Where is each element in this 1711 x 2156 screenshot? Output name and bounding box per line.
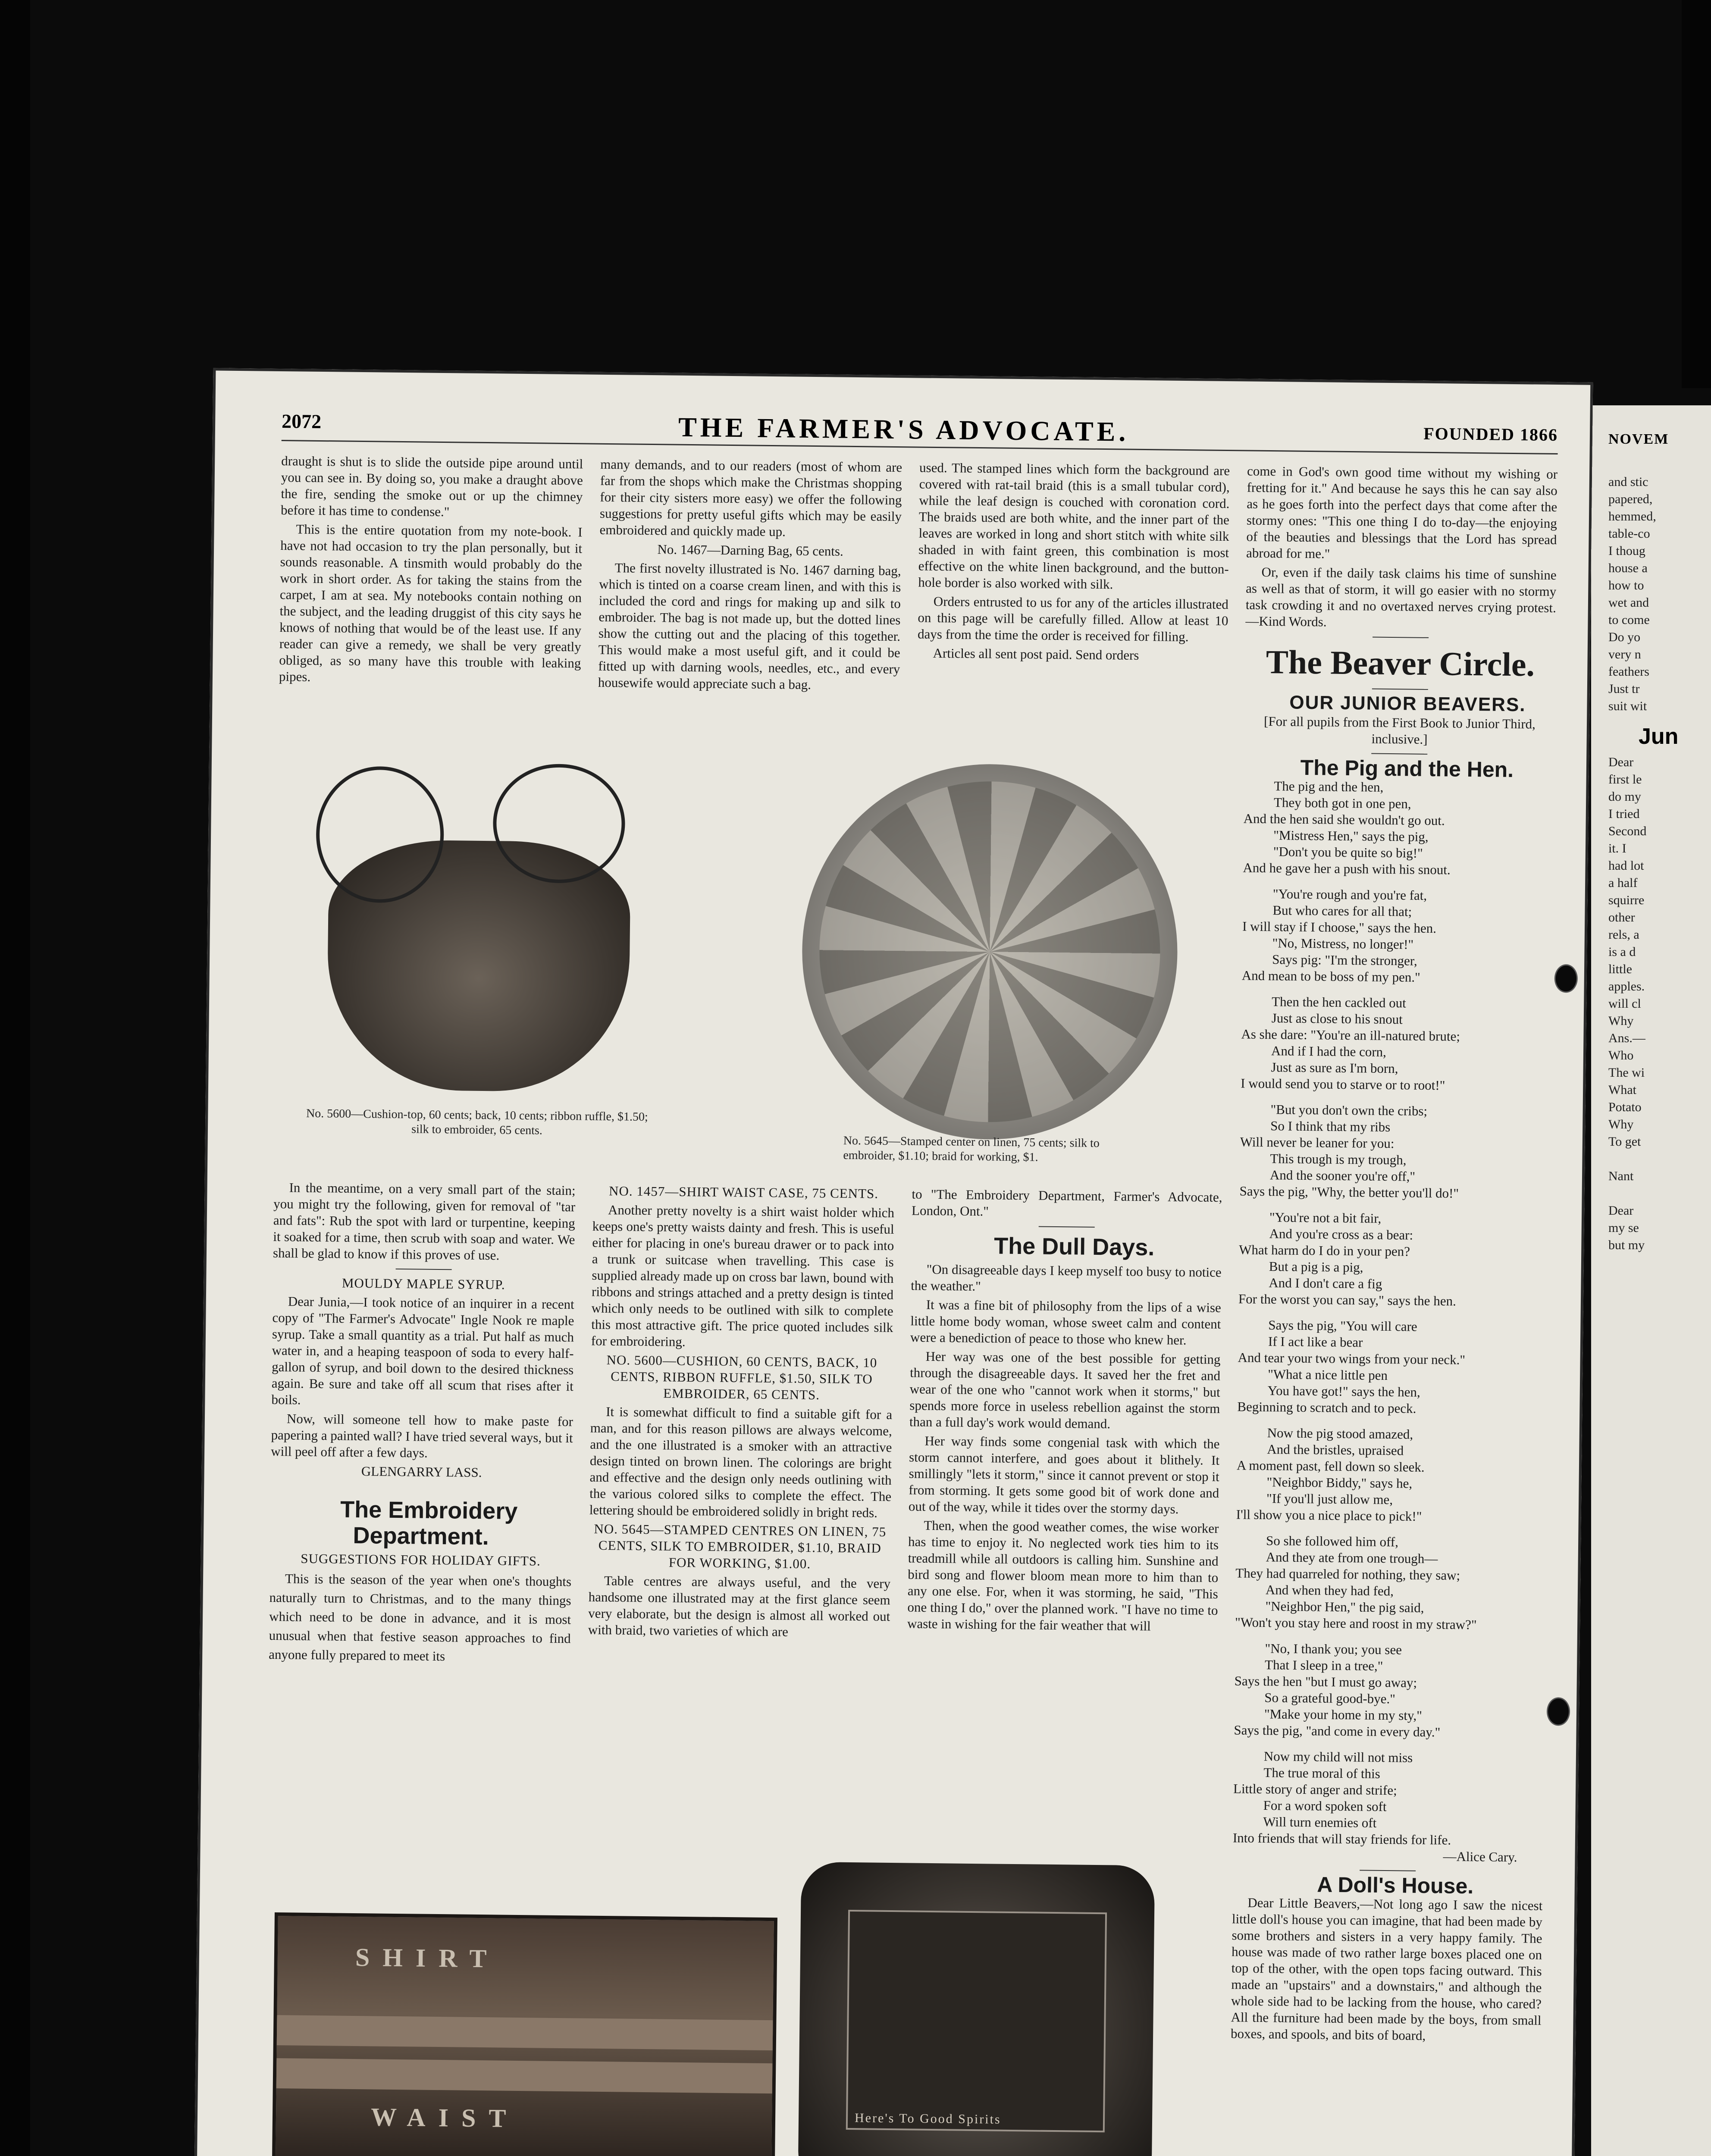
poem-line: "Won't you stay here and roost in my straw?" (1235, 1614, 1477, 1633)
stamped-centre-image (800, 762, 1179, 1141)
letter-signature: GLENGARRY LASS. (361, 1463, 482, 1480)
darning-bag-scene (846, 1910, 1107, 2132)
fragment-line: rels, a (1608, 928, 1639, 942)
adjacent-page-fragments-top (1591, 448, 1711, 715)
fragment-line: I thoug (1608, 544, 1645, 558)
paragraph: used. The stamped lines which form the background are covered with rat-tail braid (this is a small tubular cord), while the leaf design is couched with coronation cord. The braids used are both white, and the inner part of the leaves are worked in long and short stitch with white silk shaded in with faint green, this combination is most effective on the white linen background, and the button-hole border is also worked with silk. (918, 460, 1230, 592)
poem-line: "You're not a bit fair, (1269, 1210, 1382, 1226)
fragment-line: To get (1608, 1134, 1641, 1149)
poem-line: Says the pig, "Why, the better you'll do!" (1239, 1183, 1459, 1201)
fragment-line: had lot (1608, 859, 1644, 873)
adjacent-page-header: NOVEM (1608, 431, 1669, 447)
poem-line: Into friends that will stay friends for life. (1232, 1830, 1451, 1848)
poem-line: For a word spoken soft (1263, 1798, 1387, 1814)
poem-line: Now the pig stood amazed, (1267, 1425, 1413, 1442)
fragment-line: it. I (1608, 841, 1626, 856)
paragraph: Another pretty novelty is a shirt waist holder which keeps one's pretty waists dainty and fresh. This is useful either for placing in one's bureau drawer or to pack into a trunk or suitcase when travelling. This case is supplied already made up on cross bar lawn, bound with ribbons and strings attached and a pretty design is tinted which only needs to be outlined with silk to complete this most attractive gift. The price quoted includes silk for embroidering. (591, 1202, 895, 1349)
poem-line: Says the hen "but I must go away; (1234, 1673, 1417, 1690)
item-heading: No. 1467—Darning Bag, 65 cents. (657, 542, 843, 559)
junior-beavers-note: [For all pupils from the First Book to Junior Third, inclusive.] (1263, 713, 1536, 747)
fragment-line: Just tr (1608, 682, 1640, 696)
fragment-line: to come (1608, 613, 1650, 627)
paragraph: This is the season of the year when one's thoughts naturally turn to Christmas, and to the many things which need to be done in advance, and it is most unusual when that festive season approaches to find anyone fully prepared to meet its (269, 1571, 572, 1664)
fragment-line: suit wit (1608, 699, 1647, 713)
poem-line: "You're rough and you're fat, (1272, 886, 1427, 903)
paragraph: Dear Junia,—I took notice of an inquirer in a recent copy of "The Farmer's Advocate" Ingle Nook re maple syrup. Take a small quantity as a trial. Put half as much water in, and a heaping teaspoon of soda to every half-gallon of syrup, and boil down to the desired thickness again. Be sure and take off all scum that rises after it boils. (271, 1294, 574, 1407)
fragment-line: a half (1608, 876, 1638, 890)
paragraph: come in God's own good time without my wishing or fretting for it." And because he says this he can say also as he goes forth into the perfect days that come after the stormy ones: "This one thing I do to-day—the enjoying of the beauties and blessings that the Lord has spread abroad for me." (1246, 463, 1558, 561)
poem-line: So she followed him off, (1266, 1533, 1399, 1550)
binding-hole (1554, 964, 1578, 993)
fragment-line: Dear (1608, 1203, 1634, 1218)
poem-line: Says the pig, "and come in every day." (1234, 1722, 1441, 1740)
paragraph: In the meantime, on a very small part of the stain; you might try the following, given for removal of "tar and fats": Rub the spot with lard or turpentine, keeping it soaked for a time, then scrub with soap and water. We shall be glad to know if this proves of use. (273, 1180, 576, 1263)
stamped-centre-caption: No. 5645—Stamped center on linen, 75 cents; silk to embroider, $1.10; braid for working, $1. (843, 1134, 1100, 1164)
paragraph: to "The Embroidery Department, Farmer's Advocate, London, Ont." (911, 1186, 1222, 1219)
poem-line: And when they had fed, (1265, 1582, 1394, 1599)
paragraph: draught is shut is to slide the outside pipe around until you can see in. By doing so, you make a draught above the fire, sending the smoke out or up the chimney before it has time to condense." (280, 453, 583, 520)
section-rule (1371, 753, 1427, 755)
poem-line: They both got in one pen, (1273, 795, 1411, 812)
poem-line: Little story of anger and strife; (1233, 1781, 1397, 1798)
item-heading: NO. 1457—SHIRT WAIST CASE, 75 CENTS. (608, 1183, 879, 1201)
poem-line: "Neighbor Hen," the pig said, (1265, 1598, 1424, 1615)
fragment-line: table-co (1608, 526, 1650, 541)
section-rule (1039, 1226, 1095, 1228)
poem-line: Just as close to his snout (1271, 1010, 1403, 1027)
adjacent-page-fragments-bottom (1591, 754, 1711, 1254)
fragment-line: very n (1608, 647, 1641, 661)
fragment-line: Dear (1608, 755, 1634, 769)
poem-line: "No, Mistress, no longer!" (1272, 935, 1414, 952)
poem-line: A moment past, fell down so sleek. (1236, 1457, 1425, 1475)
poem-line: So I think that my ribs (1270, 1118, 1391, 1135)
poem-line: That I sleep in a tree," (1264, 1657, 1383, 1673)
fragment-line: first le (1608, 772, 1642, 787)
paragraph: Dear Little Beavers,—Not long ago I saw the nicest little doll's house you can imagine, that had been made by some brothers and sisters in a very happy family. The house was made of two rather large boxes placed one on top of the other, with the open tops facing outward. This made an "upstairs" and a downstairs," and although the whole side had to be lacking from the house, who cared? All the furniture had been made by the boys, from small boxes, and spools, and bits of board, (1230, 1895, 1543, 2043)
poem-line: And he gave her a push with his snout. (1243, 860, 1451, 877)
newspaper-page (192, 368, 1593, 2156)
fragment-line: do my (1608, 790, 1641, 804)
poem-line: This trough is my trough, (1270, 1151, 1407, 1168)
paragraph: many demands, and to our readers (most of whom are far from the shops which make the Christmas shopping for their city sisters more easy) we offer the following suggestions for pretty useful gifts which may be easily embroidered and quickly made up. (599, 456, 903, 539)
scan-border-right (1682, 0, 1711, 388)
embroidered-word-bottom: WAIST (370, 2103, 519, 2133)
adjacent-page-subhead: Jun (1639, 724, 1679, 749)
poem-line: If I act like a bear (1268, 1334, 1363, 1350)
column-2-top (598, 456, 903, 696)
poem-line: But who cares for all that; (1272, 903, 1412, 919)
embroidery-subheading: SUGGESTIONS FOR HOLIDAY GIFTS. (301, 1551, 541, 1569)
fragment-line: papered, (1608, 492, 1653, 506)
section-rule (396, 1269, 452, 1270)
scan-border-left (0, 0, 30, 2156)
poem-line: "Make your home in my sty," (1264, 1706, 1423, 1723)
drawstring-loop-right (492, 763, 626, 884)
masthead (282, 410, 1558, 458)
poem-title: The Pig and the Hen. (1300, 755, 1514, 782)
poem-line: "What a nice little pen (1268, 1366, 1388, 1383)
fragment-line: my se (1608, 1221, 1639, 1235)
ribbon-band (277, 2015, 773, 2050)
item-heading: NO. 5645—STAMPED CENTRES ON LINEN, 75 CENTS, SILK TO EMBROIDER, $1.10, BRAID FOR WORKING, $1.00. (594, 1521, 887, 1572)
paragraph: The first novelty illustrated is No. 1467 darning bag, which is tinted on a coarse cream linen, and with this is included the cord and rings for making up and silk to embroider. The bag is not made up, but the dotted lines show the cutting out and the placing of this together. This would make a most useful gift, and it could be fitted up with darning wools, needles, etc., and every housewife would appreciate such a bag. (598, 560, 901, 692)
poem-line: But a pig is a pig, (1269, 1259, 1363, 1275)
poem-line: For the worst you can say," says the hen. (1238, 1291, 1456, 1309)
poem-line: And the bristles, upraised (1267, 1442, 1404, 1458)
item-heading: NO. 5600—CUSHION, 60 CENTS, BACK, 10 CENTS, RIBBON RUFFLE, $1.50, SILK TO EMBROIDER, 65 CENTS. (606, 1352, 877, 1403)
column-3-top (917, 460, 1230, 667)
poem-line: So a grateful good-bye." (1264, 1690, 1396, 1707)
cushion-illustration (309, 753, 640, 1097)
fragment-line: hemmed, (1608, 509, 1656, 523)
fragment-line: and stic (1608, 475, 1648, 489)
poem-line: Just as sure as I'm born, (1271, 1059, 1398, 1076)
poem-line: Then the hen cackled out (1272, 994, 1406, 1011)
fragment-line: how to (1608, 578, 1644, 592)
poem-line: Beginning to scratch and to peck. (1237, 1399, 1416, 1416)
poem-line: You have got!" says the hen, (1267, 1383, 1420, 1400)
fragment-line: Nant (1608, 1169, 1634, 1183)
poem-line: And the hen said she wouldn't go out. (1243, 811, 1445, 828)
poem-line: Says pig: "I'm the stronger, (1272, 952, 1417, 968)
ribbon-band (276, 2058, 773, 2093)
fragment-line: feathers (1608, 664, 1649, 679)
poem-line: "No, I thank you; you see (1265, 1641, 1402, 1658)
fragment-line: is a d (1608, 945, 1636, 959)
poem-line: What harm do I do in your pen? (1239, 1242, 1410, 1259)
poem-line: And they ate from one trough— (1266, 1549, 1438, 1567)
column-1-bottom (269, 1179, 576, 1670)
poem-line: Says the pig, "You will care (1268, 1317, 1417, 1334)
shirt-waist-case-image (272, 1912, 777, 2156)
fragment-line: squirre (1608, 893, 1645, 907)
column-2-bottom (588, 1183, 895, 1644)
cushion-caption: No. 5600—Cushion-top, 60 cents; back, 10 cents; ribbon ruffle, $1.50; silk to embroider, 65 cents. (306, 1106, 648, 1138)
poem-signature: —Alice Cary. (1443, 1849, 1517, 1865)
poem-line: And tear your two wings from your neck." (1238, 1350, 1466, 1367)
poem-line: I will stay if I choose," says the hen. (1242, 918, 1437, 936)
fragment-line: little (1608, 962, 1632, 976)
paragraph: Now, will someone tell how to make paste for papering a painted wall? I have tried several ways, but it will peel off after a few days. (271, 1411, 573, 1460)
paragraph: Orders entrusted to us for any of the articles illustrated on this page will be carefully filled. Allow at least 10 days from the time the order is received for filling. (917, 593, 1229, 645)
publication-title: THE FARMER'S ADVOCATE. (678, 411, 1129, 447)
fragment-line: The wi (1608, 1065, 1645, 1080)
poem-line: "Mistress Hen," says the pig, (1273, 827, 1429, 844)
paragraph: It was a fine bit of philosophy from the lips of a wise little home body woman, whose sweet calm and content were a benediction of peace to those who knew her. (910, 1297, 1221, 1348)
founded-line: FOUNDED 1866 (1423, 423, 1558, 445)
fragment-line: wet and (1608, 595, 1649, 610)
junior-beavers-heading: OUR JUNIOR BEAVERS. (1289, 692, 1526, 716)
fragment-line: Who (1608, 1048, 1634, 1062)
fragment-line: will cl (1608, 997, 1641, 1011)
beaver-circle-heading: The Beaver Circle. (1266, 642, 1535, 683)
paragraph: Her way was one of the best possible for getting through the disagreeable days. It saved her the fret and wear of the one who "cannot work when it storms," but spends more force in useless rebellion against the storm than a full day's work would demand. (909, 1348, 1221, 1432)
embroidered-word-top: SHIRT (355, 1943, 500, 1973)
fragment-line: Why (1608, 1117, 1634, 1131)
page-number: 2072 (281, 410, 322, 433)
paragraph: Table centres are always useful, and the very handsome one illustrated may at the first glance seem very elaborate, but the design is almost all worked out with braid, two varieties of which are (588, 1573, 891, 1639)
paragraph: "On disagreeable days I keep myself too busy to notice the weather." (911, 1261, 1222, 1294)
poem-line: "But you don't own the cribs; (1270, 1102, 1428, 1119)
poem-line: "If you'll just allow me, (1266, 1491, 1393, 1507)
dull-days-heading: The Dull Days. (993, 1233, 1155, 1261)
fragment-line: Do yo (1608, 630, 1641, 644)
poem-line: The pig and the hen, (1274, 778, 1384, 795)
poem-line: And I don't care a fig (1269, 1275, 1382, 1291)
section-rule (1373, 637, 1429, 638)
poem-line: Now my child will not miss (1263, 1749, 1413, 1765)
poem-line: And the sooner you're off," (1269, 1167, 1416, 1184)
poem-line: And if I had the corn, (1271, 1043, 1387, 1059)
darning-bag-lettering: Here's To Good Spirits (854, 2111, 1001, 2127)
paragraph: It is somewhat difficult to find a suitable gift for a man, and for this reason pillows are always welcome, and the one illustrated is a smoker with an attractive design tinted on brown linen. The colorings are bright and effective and the design only needs outlining with the various colored silks to complete the effect. The lettering should be embroidered solidly in bright reds. (589, 1404, 893, 1520)
fragment-line (1591, 1150, 1711, 1168)
poem-line: "Neighbor Biddy," says he, (1266, 1474, 1413, 1491)
poem-body (1233, 777, 1554, 1849)
binding-hole (1547, 1697, 1570, 1726)
fragment-line (1591, 1185, 1711, 1202)
dolls-house-heading: A Doll's House. (1317, 1872, 1474, 1899)
poem-line: As she dare: "You're an ill-natured brute; (1241, 1026, 1460, 1044)
fragment-line: other (1608, 910, 1635, 924)
fragment-line: What (1608, 1083, 1636, 1097)
poem-line: The true moral of this (1263, 1765, 1380, 1781)
fragment-line: Second (1608, 824, 1647, 838)
fragment-line: Potato (1608, 1100, 1642, 1114)
darning-bag-image (798, 1862, 1155, 2156)
fragment-line: Ans.— (1608, 1031, 1645, 1045)
fragment-line: I tried (1608, 807, 1640, 821)
fragment-line: but my (1608, 1238, 1645, 1252)
fragment-line: apples. (1608, 979, 1645, 993)
poem-line: "Don't you be quite so big!" (1273, 844, 1423, 861)
embroidery-department-heading: The Embroidery Department. (340, 1496, 518, 1550)
section-rule (1372, 689, 1428, 690)
poem-line: And mean to be boss of my pen." (1241, 968, 1420, 985)
poem-line: I would send you to starve or to root!" (1241, 1075, 1445, 1093)
paragraph: Her way finds some congenial task with which the storm cannot interfere, and goes about it blithely. It smillingly "lets it storm," since it cannot prevent or stop it from storming. It gets some good bit of work done and out of the way, while it tides over the stormy days. (908, 1433, 1220, 1517)
adjacent-page (1591, 405, 1711, 2156)
fragment-line: Why (1608, 1014, 1634, 1028)
poem-line: Will turn enemies oft (1263, 1814, 1377, 1830)
paragraph: Articles all sent post paid. Send orders (933, 645, 1139, 663)
poem-line: I'll show you a nice place to pick!" (1236, 1507, 1422, 1524)
poem-line: Will never be leaner for you: (1240, 1134, 1394, 1151)
paragraph: Or, even if the daily task claims his time of sunshine as well as that of storm, it will go easier with no stormy task crowding it and no overtaxed nerves crying protest.—Kind Words. (1245, 564, 1557, 630)
column-3-bottom (907, 1186, 1222, 1637)
letter-heading: MOULDY MAPLE SYRUP. (342, 1275, 505, 1292)
fragment-line: house a (1608, 561, 1648, 575)
paragraph: This is the entire quotation from my note-book. I have not had occasion to try the plan personally, but it sounds reasonable. A tinsmith would probably do the work in short order. As for taking the stains from the carpet, I am at sea. My notebooks contain nothing on the subject, and the leading druggist of this city says he knows of nothing that would be of the least use. If any reader can give a remedy, we shall be very greatly obliged, as so many have this trouble with leaking pipes. (279, 521, 583, 684)
paragraph: Then, when the good weather comes, the wise worker has time to enjoy it. No neglected work ties him to its treadmill while all outdoors is calling him. Sunshine and bird song and flower bloom mean more to him than to any one else. For, when it was storming, he said, "This one thing I do," over the planned work. "I have no time to waste in wishing for the fair weather that will (907, 1517, 1219, 1634)
poem-line: And you're cross as a bear: (1269, 1226, 1413, 1243)
column-1-top (279, 453, 583, 690)
poem-line: They had quarreled for nothing, they saw; (1235, 1565, 1460, 1583)
column-4 (1231, 463, 1557, 2047)
section-rule (1360, 1870, 1416, 1871)
